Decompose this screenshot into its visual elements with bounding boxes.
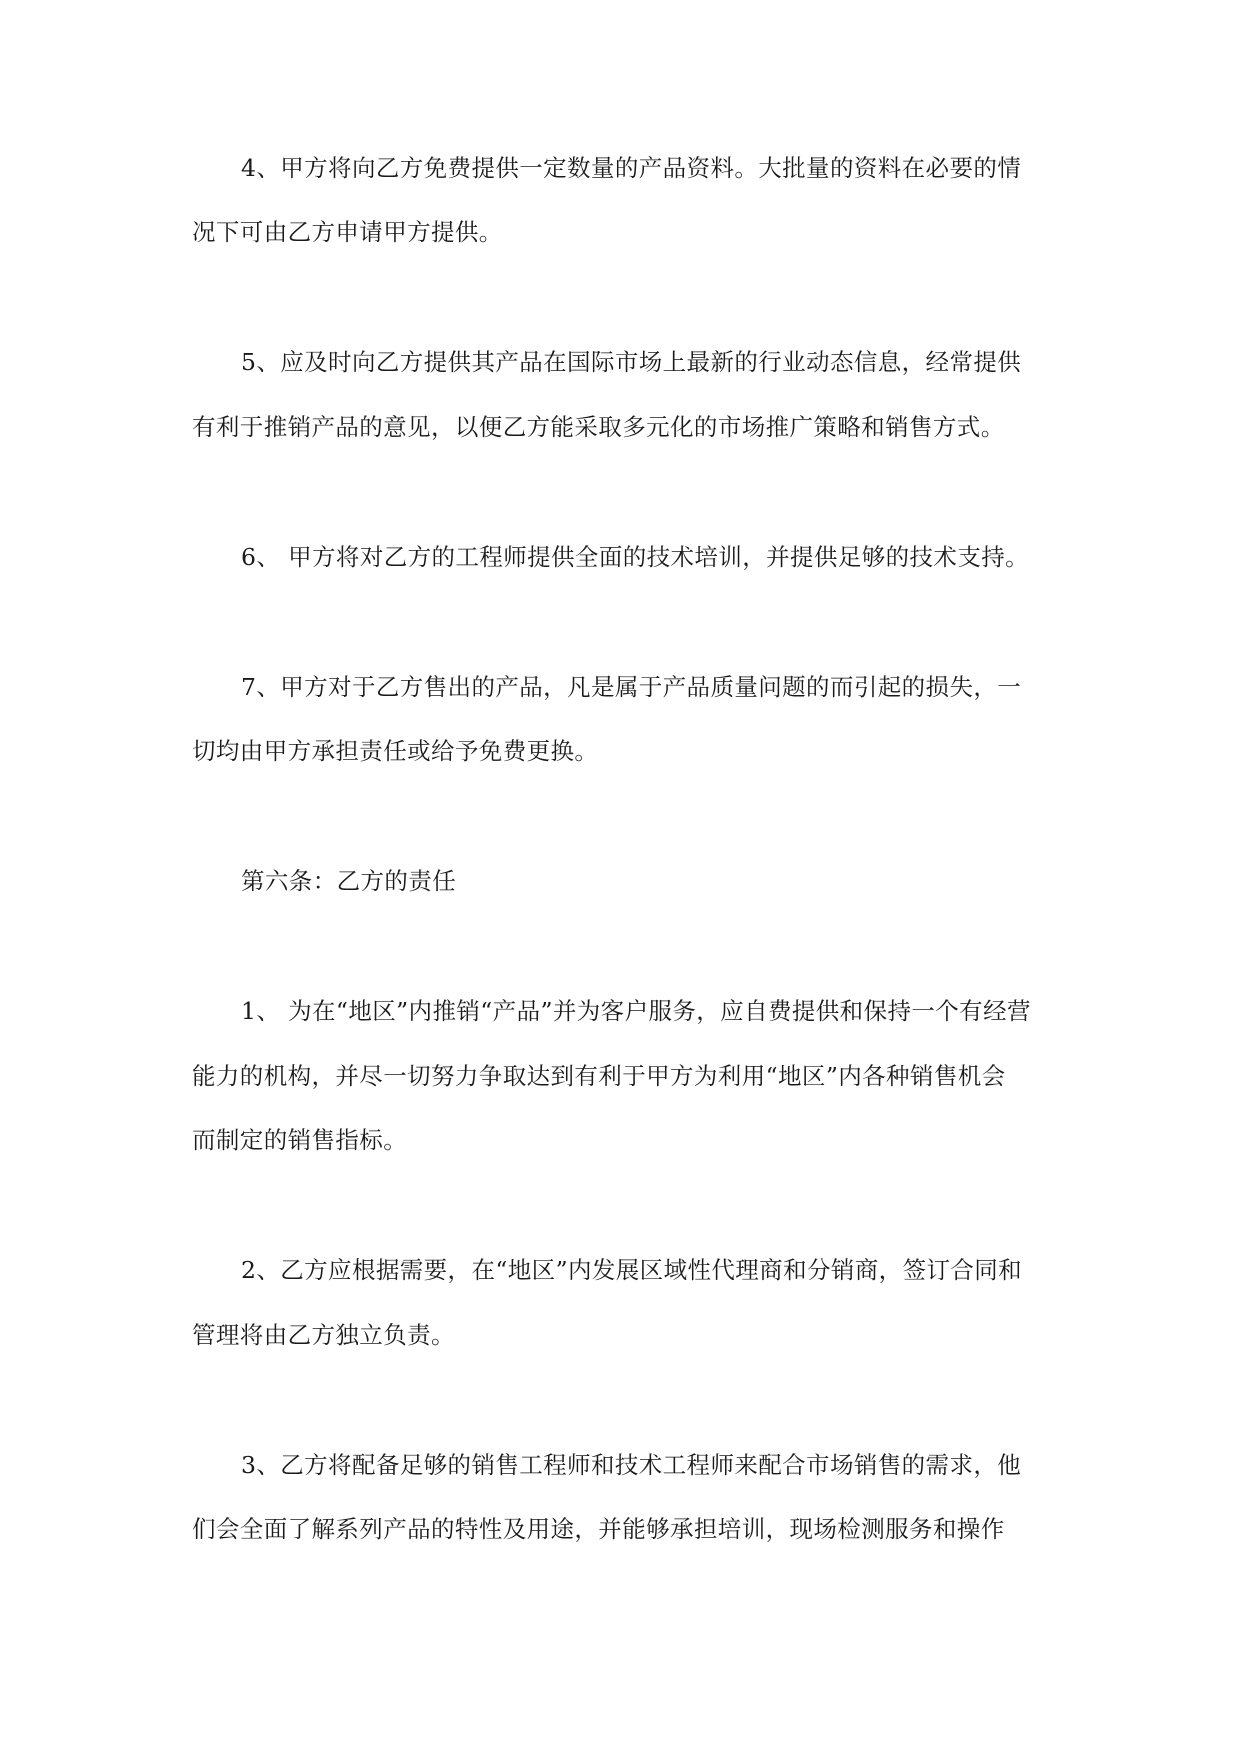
- duty-1-line-3: 而制定的销售指标。: [192, 1126, 408, 1154]
- duty-3-line-1: 3、乙方将配备足够的销售工程师和技术工程师来配合市场销售的需求，他: [241, 1451, 1022, 1479]
- paragraph-4-line-1: 4、甲方将向乙方免费提供一定数量的产品资料。大批量的资料在必要的情: [241, 154, 1022, 182]
- paragraph-6-line-1: 6、 甲方将对乙方的工程师提供全面的技术培训，并提供足够的技术支持。: [241, 543, 1030, 571]
- article-6-heading: 第六条：乙方的责任: [241, 867, 457, 895]
- duty-2-line-2: 管理将由乙方独立负责。: [192, 1321, 455, 1349]
- paragraph-7-line-1: 7、甲方对于乙方售出的产品，凡是属于产品质量问题的而引起的损失，一: [241, 673, 1022, 701]
- paragraph-7-line-2: 切均由甲方承担责任或给予免费更换。: [192, 737, 599, 765]
- duty-3-line-2: 们会全面了解系列产品的特性及用途，并能够承担培训，现场检测服务和操作: [192, 1515, 1005, 1543]
- duty-1-line-2: 能力的机构，并尽一切努力争取达到有利于甲方为利用“地区”内各种销售机会: [192, 1062, 1006, 1090]
- duty-1-line-1: 1、 为在“地区”内推销“产品”并为客户服务，应自费提供和保持一个有经营: [241, 997, 1031, 1025]
- paragraph-5-line-1: 5、应及时向乙方提供其产品在国际市场上最新的行业动态信息，经常提供: [241, 348, 1022, 376]
- paragraph-4-line-2: 况下可由乙方申请甲方提供。: [192, 218, 503, 246]
- paragraph-5-line-2: 有利于推销产品的意见，以便乙方能采取多元化的市场推广策略和销售方式。: [192, 413, 1005, 441]
- duty-2-line-1: 2、乙方应根据需要，在“地区”内发展区域性代理商和分销商，签订合同和: [241, 1256, 1023, 1284]
